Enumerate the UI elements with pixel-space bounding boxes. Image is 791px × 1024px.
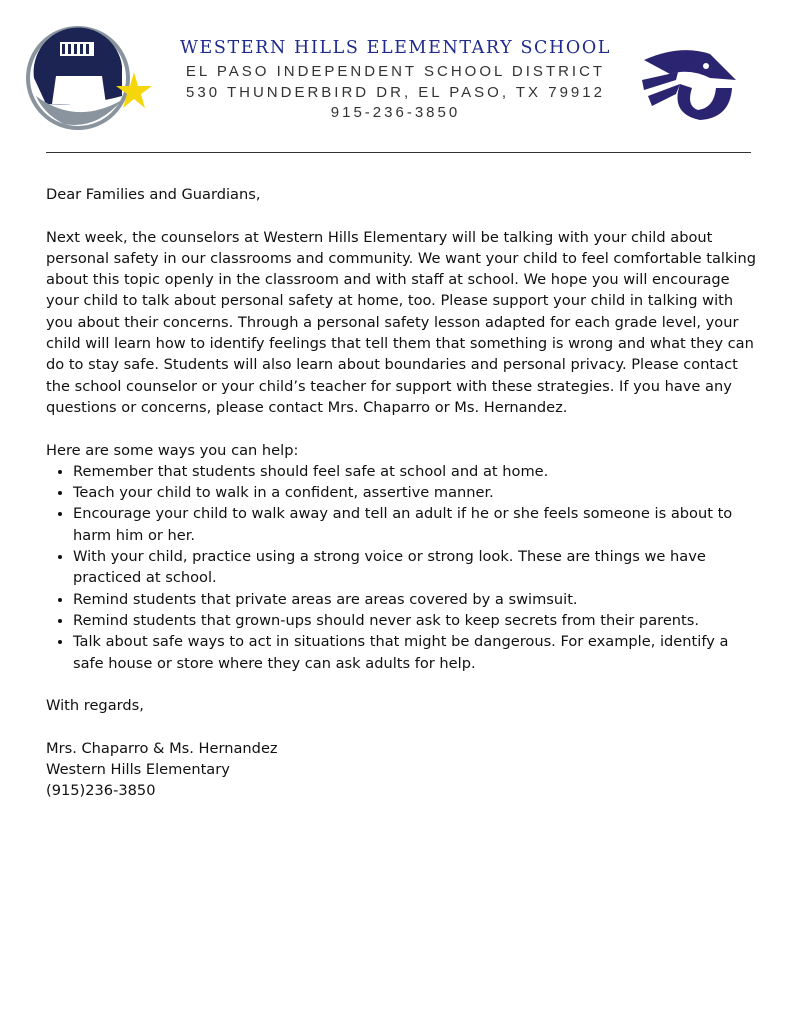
- school-name: WESTERN HILLS ELEMENTARY SCHOOL: [179, 38, 612, 58]
- list-item: • Talk about safe ways to act in situations that might be dangerous. For example, identify a safe house or store where they can ask adults for help.: [73, 631, 758, 674]
- closing: With regards,: [46, 697, 144, 715]
- list-item: • Remind students that private areas are areas covered by a swimsuit.: [73, 589, 758, 610]
- header-divider: [46, 152, 751, 153]
- list-item: • Remind students that grown-ups should never ask to keep secrets from their parents.: [73, 610, 758, 631]
- list-item: • Teach your child to walk in a confident, assertive manner.: [73, 482, 758, 503]
- list-intro: Here are some ways you can help:: [46, 441, 299, 459]
- signature-phone: (915)236-3850: [46, 782, 156, 800]
- signature-school: Western Hills Elementary: [46, 761, 230, 779]
- list-item: • Remember that students should feel safe at school and at home.: [73, 461, 758, 482]
- letter-body: [46, 184, 758, 802]
- letterhead: [0, 0, 791, 150]
- school-address: 530 THUNDERBIRD DR, EL PASO, TX 79912: [186, 84, 605, 101]
- greeting: Dear Families and Guardians,: [46, 186, 261, 203]
- signature-names: Mrs. Chaparro & Ms. Hernandez: [46, 739, 278, 757]
- tips-list: [46, 461, 758, 674]
- school-phone: 915-236-3850: [330, 104, 461, 121]
- thunderbird-mascot-icon: [640, 44, 738, 122]
- main-paragraph: Next week, the counselors at Western Hills Elementary will be talking with your child about personal safety in our classrooms and community. We want your child to feel comfortable talking about this topic openly in the classroom and with staff at school. We hope you will encourage your child to talk about personal safety at home, too. Please support your child in talking with you about their concerns. Through a personal safety lesson adapted for each grade level, your child will learn how to identify feelings that tell them that something is wrong and what they can do to stay safe. Students will also learn about boundaries and personal privacy. Please contact the school counselor or your child’s teacher for support with these strategies. If you have any questions or concerns, please contact Mrs. Chaparro or Ms. Hernandez.: [46, 228, 756, 416]
- district-name: EL PASO INDEPENDENT SCHOOL DISTRICT: [185, 63, 606, 80]
- list-item: • With your child, practice using a strong voice or strong look. These are things we have practiced at school.: [73, 546, 758, 589]
- list-item: • Encourage your child to walk away and tell an adult if he or she feels someone is about to harm him or her.: [73, 503, 758, 546]
